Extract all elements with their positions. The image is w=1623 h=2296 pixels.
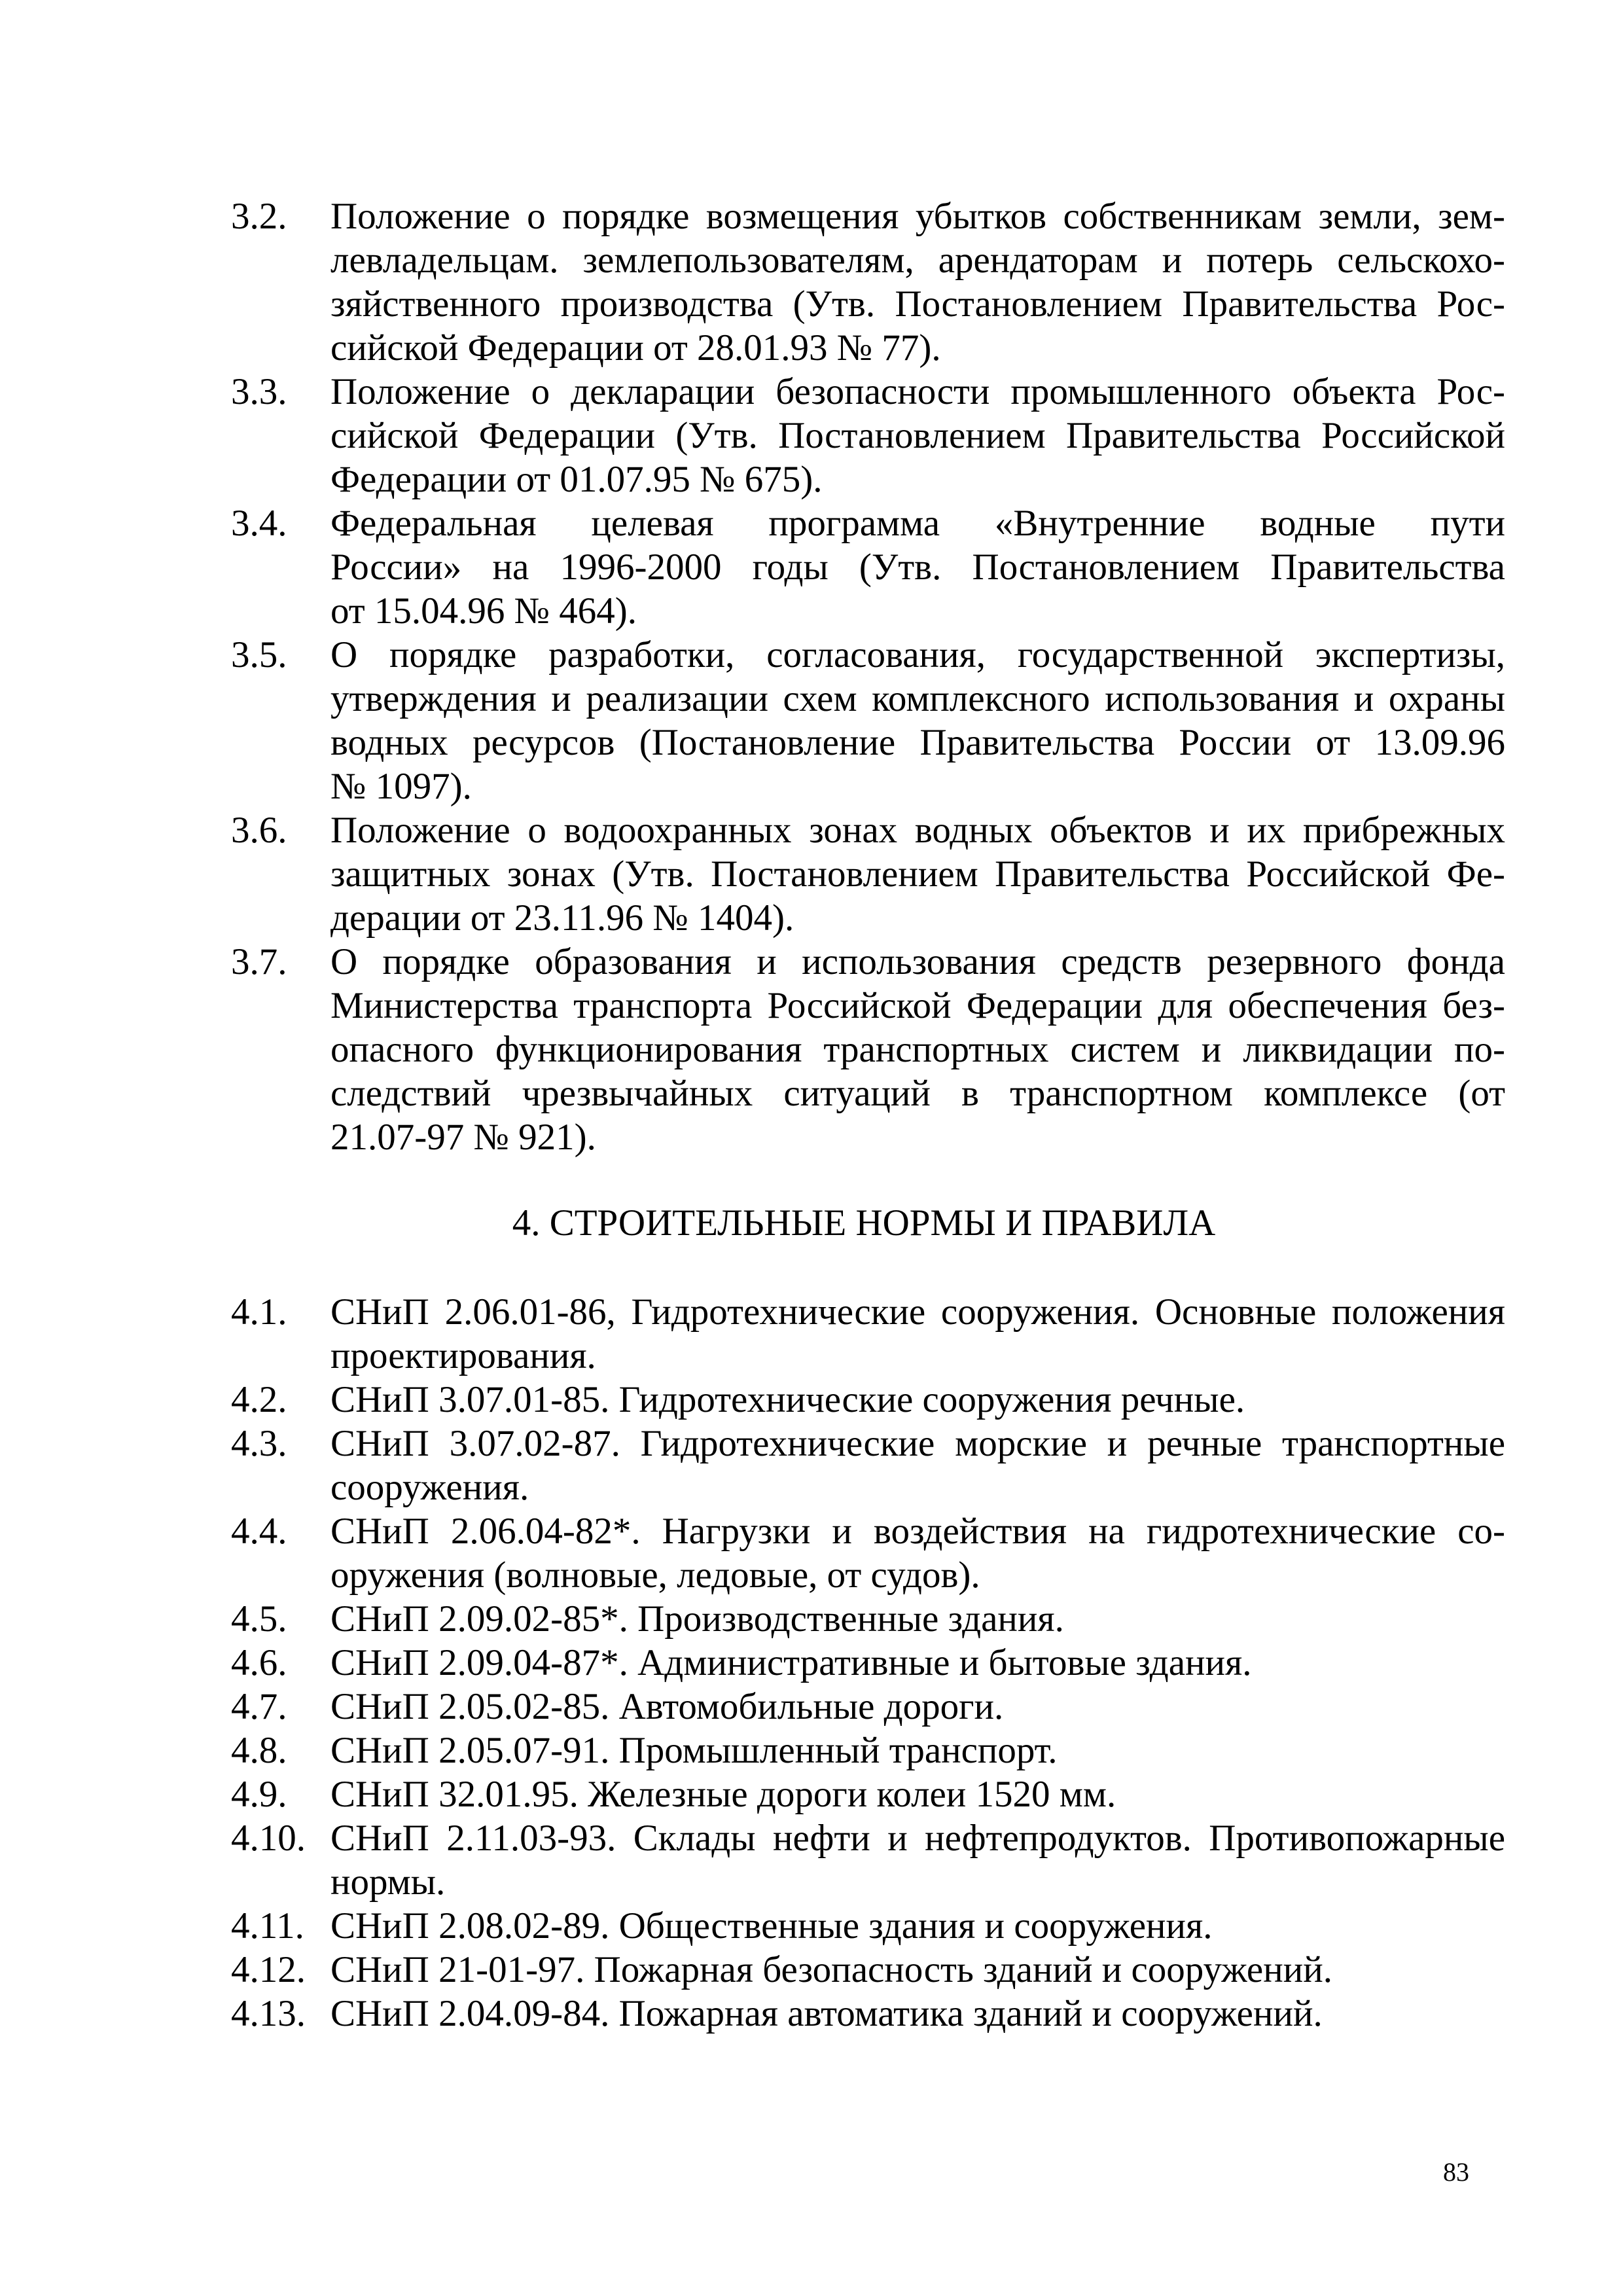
- item-text-line: от 15.04.96 № 464).: [330, 590, 637, 632]
- item-text-line: СНиП 2.06.04-82*. Нагрузки и воздействия на гидротехнические со-: [330, 1511, 1505, 1552]
- list-item: [231, 808, 1505, 940]
- list-item: [231, 1290, 1505, 1378]
- item-text-line: СНиП 2.09.04-87*. Административные и бытовые здания.: [330, 1642, 1252, 1683]
- page-number: 83: [1443, 2157, 1469, 2187]
- item-number: 4.13.: [231, 1993, 306, 2034]
- item-text-line: водных ресурсов (Постановление Правительства России от 13.09.96: [330, 722, 1505, 763]
- item-number: 4.9.: [231, 1774, 287, 1815]
- item-text-line: СНиП 3.07.02-87. Гидротехнические морские и речные транспортные: [330, 1423, 1505, 1464]
- item-number: 4.8.: [231, 1730, 287, 1771]
- item-text-line: проектирования.: [330, 1335, 596, 1376]
- list-item: [231, 940, 1505, 1159]
- section-3-list: [231, 194, 1505, 1159]
- item-text-line: левладельцам. землепользователям, арендаторам и потерь сельскохо-: [330, 240, 1505, 281]
- list-item: [231, 1378, 1505, 1422]
- list-item: [231, 1904, 1505, 1948]
- item-text-line: СНиП 2.11.03-93. Склады нефти и нефтепродуктов. Противопожарные: [330, 1818, 1505, 1859]
- item-number: 3.7.: [231, 941, 287, 982]
- item-text-line: Министерства транспорта Российской Федерации для обеспечения без-: [330, 985, 1505, 1026]
- item-number: 4.7.: [231, 1686, 287, 1727]
- item-text-line: следствий чрезвычайных ситуаций в транспортном комплексе (от: [330, 1073, 1505, 1114]
- item-text-line: СНиП 32.01.95. Железные дороги колеи 1520 мм.: [330, 1774, 1116, 1815]
- item-text-line: Положение о водоохранных зонах водных объектов и их прибрежных: [330, 810, 1505, 851]
- list-item: [231, 1772, 1505, 1816]
- list-item: [231, 501, 1505, 633]
- item-number: 4.5.: [231, 1598, 287, 1640]
- list-item: [231, 194, 1505, 370]
- item-text-line: опасного функционирования транспортных систем и ликвидации по-: [330, 1029, 1505, 1070]
- item-number: 4.1.: [231, 1291, 287, 1333]
- list-item: [231, 1992, 1505, 2036]
- item-text-line: оружения (волновые, ледовые, от судов).: [330, 1554, 980, 1596]
- item-text-line: России» на 1996-2000 годы (Утв. Постановлением Правительства: [330, 547, 1505, 588]
- item-number: 4.3.: [231, 1423, 287, 1464]
- item-text-line: зяйственного производства (Утв. Постановлением Правительства Рос-: [330, 283, 1505, 325]
- item-text-line: Положение о декларации безопасности промышленного объекта Рос-: [330, 371, 1505, 412]
- item-text-line: сооружения.: [330, 1467, 529, 1508]
- item-text-line: СНиП 2.04.09-84. Пожарная автоматика зданий и сооружений.: [330, 1993, 1323, 2034]
- section-4-heading: 4. СТРОИТЕЛЬНЫЕ НОРМЫ И ПРАВИЛА: [512, 1202, 1216, 1244]
- item-number: 4.10.: [231, 1818, 306, 1859]
- item-number: 4.2.: [231, 1379, 287, 1420]
- item-number: 3.3.: [231, 371, 287, 412]
- list-item: [231, 1948, 1505, 1992]
- list-item: [231, 1641, 1505, 1685]
- item-text-line: О порядке образования и использования средств резервного фонда: [330, 941, 1505, 982]
- item-number: 4.6.: [231, 1642, 287, 1683]
- item-number: 3.5.: [231, 634, 287, 675]
- list-item: [231, 1729, 1505, 1772]
- item-text-line: Федеральная целевая программа «Внутренние водные пути: [330, 503, 1505, 544]
- item-number: 4.4.: [231, 1511, 287, 1552]
- list-item: [231, 1597, 1505, 1641]
- item-text-line: сийской Федерации (Утв. Постановлением Правительства Российской: [330, 415, 1505, 456]
- list-item: [231, 370, 1505, 501]
- list-item: [231, 1816, 1505, 1904]
- item-text-line: защитных зонах (Утв. Постановлением Правительства Российской Фе-: [330, 853, 1505, 895]
- item-text-line: № 1097).: [330, 766, 472, 807]
- item-number: 4.11.: [231, 1905, 304, 1946]
- section-4-list: [231, 1290, 1505, 2036]
- item-text-line: Федерации от 01.07.95 № 675).: [330, 459, 823, 500]
- item-text-line: утверждения и реализации схем комплексного использования и охраны: [330, 678, 1505, 719]
- item-text-line: О порядке разработки, согласования, государственной экспертизы,: [330, 634, 1505, 675]
- item-text-line: нормы.: [330, 1861, 446, 1903]
- item-text-line: 21.07-97 № 921).: [330, 1117, 596, 1158]
- item-number: 4.12.: [231, 1949, 306, 1990]
- list-item: [231, 633, 1505, 808]
- list-item: [231, 1422, 1505, 1509]
- list-item: [231, 1685, 1505, 1729]
- item-text-line: СНиП 2.05.02-85. Автомобильные дороги.: [330, 1686, 1004, 1727]
- item-text-line: СНиП 2.06.01-86, Гидротехнические сооружения. Основные положения: [330, 1291, 1505, 1333]
- item-text-line: СНиП 2.05.07-91. Промышленный транспорт.: [330, 1730, 1058, 1771]
- list-item: [231, 1509, 1505, 1597]
- item-number: 3.2.: [231, 196, 287, 237]
- item-text-line: Положение о порядке возмещения убытков собственникам земли, зем-: [330, 196, 1505, 237]
- item-text-line: дерации от 23.11.96 № 1404).: [330, 897, 794, 939]
- item-text-line: СНиП 21-01-97. Пожарная безопасность зданий и сооружений.: [330, 1949, 1332, 1990]
- item-number: 3.6.: [231, 810, 287, 851]
- item-number: 3.4.: [231, 503, 287, 544]
- item-text-line: сийской Федерации от 28.01.93 № 77).: [330, 327, 941, 368]
- item-text-line: СНиП 2.09.02-85*. Производственные здания.: [330, 1598, 1064, 1640]
- item-text-line: СНиП 3.07.01-85. Гидротехнические сооружения речные.: [330, 1379, 1245, 1420]
- item-text-line: СНиП 2.08.02-89. Общественные здания и сооружения.: [330, 1905, 1213, 1946]
